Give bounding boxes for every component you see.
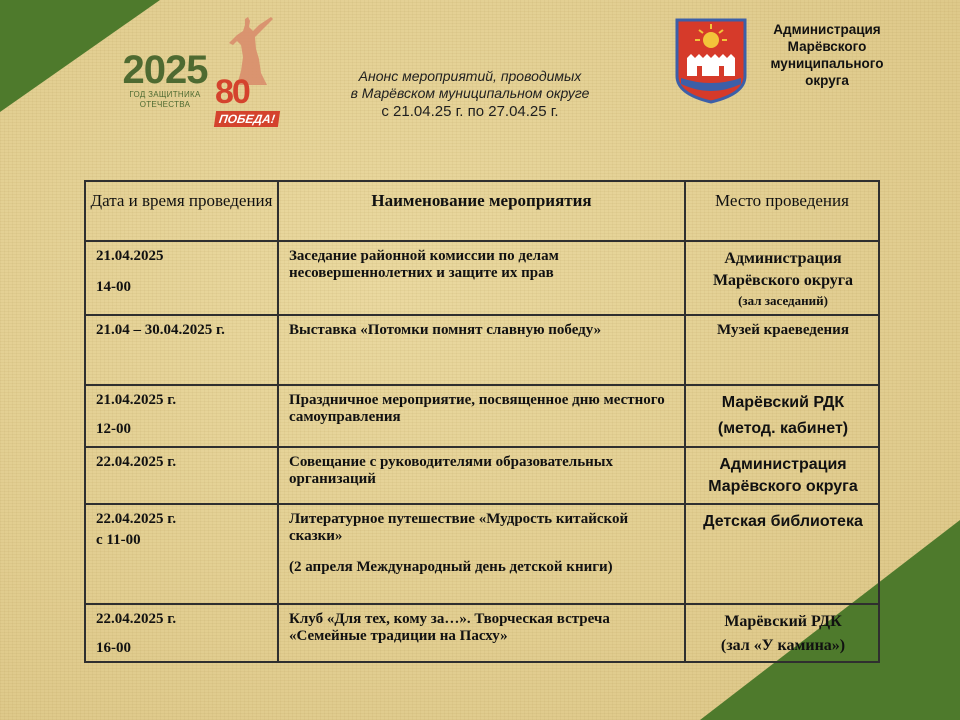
row-date: 22.04.2025 г.: [96, 611, 177, 627]
coat-of-arms-icon: [675, 18, 747, 104]
row-name-cell: [278, 447, 685, 504]
row-date-cell: [85, 447, 278, 504]
administration-line1: Администрация: [773, 22, 881, 37]
row-place: Марёвский РДК: [721, 394, 845, 411]
table-row: [85, 504, 879, 604]
row-name: Праздничное мероприятие, посвященное дню местного самоуправления: [289, 392, 665, 425]
victory-80-logo: [215, 15, 283, 130]
year-of-defender-logo: [120, 50, 210, 110]
row-place-cell: [685, 604, 879, 662]
row-date: 22.04.2025 г.: [96, 454, 177, 470]
row-place-cell: [685, 241, 879, 315]
row-name: Заседание районной комиссии по делам несовершеннолетних и защите их прав: [289, 248, 559, 281]
administration-line4: округа: [805, 73, 849, 88]
row-name-note: (2 апреля Международный день детской книги): [289, 559, 613, 575]
table-row: [85, 604, 879, 662]
row-place: Музей краеведения: [717, 322, 849, 338]
table-row: [85, 315, 879, 385]
row-place-note: (метод. кабинет): [717, 420, 849, 437]
row-name: Литературное путешествие «Мудрость китайской сказки»: [289, 511, 629, 544]
row-time: 16-00: [96, 640, 131, 656]
table-row: [85, 447, 879, 504]
row-date: 21.04 – 30.04.2025 г.: [96, 322, 225, 338]
table-row: [85, 241, 879, 315]
logo-year: 2025: [122, 48, 208, 92]
row-place: Марёвский РДК: [724, 613, 842, 630]
row-place-cell: [685, 504, 879, 604]
row-name-cell: [278, 241, 685, 315]
row-name-cell: [278, 604, 685, 662]
table-row: [85, 385, 879, 447]
row-place-cell: [685, 385, 879, 447]
announcement-line2: в Марёвском муниципальном округе: [350, 85, 590, 101]
row-place: Детская библиотека: [703, 513, 863, 530]
row-name: Совещание с руководителями образовательных организаций: [289, 454, 614, 487]
row-date-cell: [85, 504, 278, 604]
table-header-row: [85, 181, 879, 241]
row-place-note: (зал «У камина»): [720, 637, 846, 654]
row-time: 14-00: [96, 279, 131, 295]
row-date: 22.04.2025 г.: [96, 511, 177, 527]
header-place: Место проведения: [685, 181, 879, 241]
row-date-cell: [85, 315, 278, 385]
row-date-cell: [85, 604, 278, 662]
row-date: 21.04.2025: [96, 248, 164, 264]
row-name-cell: [278, 385, 685, 447]
row-date: 21.04.2025 г.: [96, 392, 177, 408]
row-date-cell: [85, 385, 278, 447]
header-date: Дата и время проведения: [85, 181, 278, 241]
row-place: Администрация Марёвского округа: [708, 456, 858, 495]
row-date-cell: [85, 241, 278, 315]
row-time: 12-00: [96, 421, 131, 437]
logo-subtitle-line2: ОТЕЧЕСТВА: [139, 100, 191, 109]
administration-line3: муниципального: [770, 56, 884, 71]
administration-line2: Марёвского: [787, 39, 867, 54]
row-name-cell: [278, 315, 685, 385]
logo-subtitle-line1: ГОД ЗАЩИТНИКА: [129, 90, 201, 99]
row-time: с 11-00: [96, 532, 141, 548]
announcement-line1: Анонс мероприятий, проводимых: [358, 68, 582, 84]
row-place-cell: [685, 447, 879, 504]
victory-word: ПОБЕДА!: [214, 111, 280, 127]
announcement-title: [300, 68, 640, 122]
events-table: [84, 180, 880, 663]
row-place-cell: [685, 315, 879, 385]
row-place-note: (зал заседаний): [738, 293, 828, 308]
row-name: Клуб «Для тех, кому за…». Творческая встреча «Семейные традиции на Пасху»: [289, 611, 610, 644]
announcement-dates: с 21.04.25 г. по 27.04.25 г.: [381, 103, 559, 120]
row-name-cell: [278, 504, 685, 604]
administration-name: [752, 21, 902, 89]
row-name: Выставка «Потомки помнят славную победу»: [289, 322, 602, 338]
victory-number: 80: [215, 73, 249, 111]
row-place: Администрация Марёвского округа: [712, 250, 854, 289]
header-name: Наименование мероприятия: [278, 181, 685, 241]
